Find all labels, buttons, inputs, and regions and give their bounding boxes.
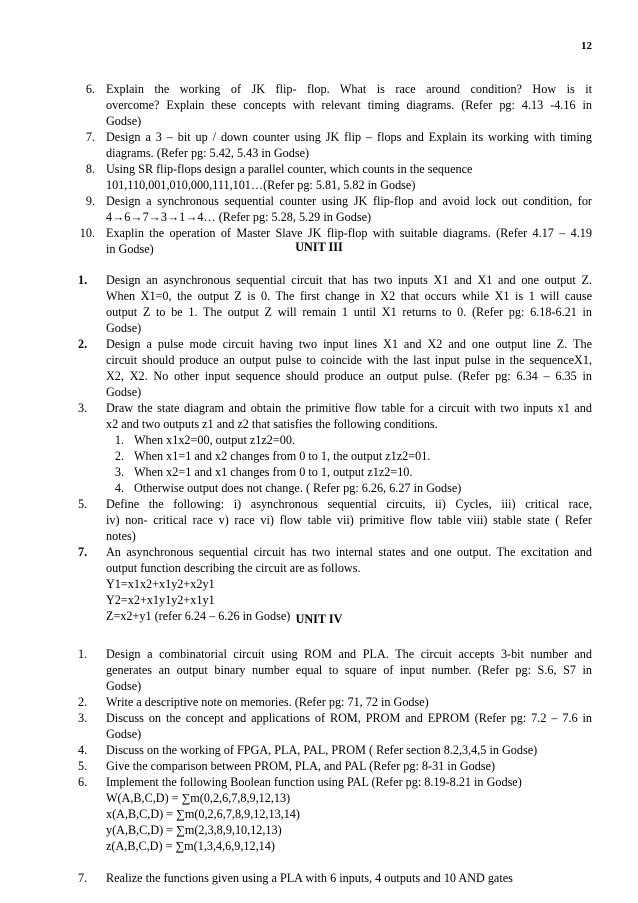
u3-q5-line: iv) non- critical race v) race vi) flow table vii) primitive flow table viii) stable state ( Refer <box>106 513 592 527</box>
q7-line: diagrams. (Refer pg: 5.42, 5.43 in Godse) <box>106 146 310 160</box>
u4-q6-number: 6. <box>78 775 88 789</box>
u3-q7-line: An asynchronous sequential circuit has two internal states and one output. The excitation and <box>106 545 592 559</box>
q6-line: Explain the working of JK flip- flop. What is race around condition? How is it <box>106 82 592 96</box>
q9-line: Design a synchronous sequential counter using JK flip-flop and avoid lock out condition, for <box>106 194 592 208</box>
u3-q1-number: 1. <box>78 273 88 287</box>
q9-line: 4→6→7→3→1→4… (Refer pg: 5.28, 5.29 in Godse) <box>106 210 372 224</box>
u3-q2-line: Godse) <box>106 385 142 399</box>
u4-q4-number: 4. <box>78 743 88 757</box>
u3-sub1-text: When x1x2=00, output z1z2=00. <box>134 433 295 447</box>
q8-number: 8. <box>85 162 95 176</box>
u4-q6-equation: z(A,B,C,D) = ∑m(1,3,4,6,9,12,14) <box>106 839 275 853</box>
u3-q2-line: circuit should produce an output pulse to coincide with the last input pulse in the sequenceX1, <box>106 353 592 367</box>
u3-q7-line: output function describing the circuit are as follows. <box>106 561 361 575</box>
u4-q2-number: 2. <box>78 695 88 709</box>
u4-q6-equation: W(A,B,C,D) = ∑m(0,2,6,7,8,9,12,13) <box>106 791 291 805</box>
q6-line: Godse) <box>106 114 142 128</box>
u4-q1-line: generates an output binary number equal to square of input number. (Refer pg: S.6, S7 in <box>106 663 592 677</box>
u3-q7-equation: Z=x2+y1 (refer 6.24 – 6.26 in Godse) <box>106 609 291 623</box>
u3-sub1-number: 1. <box>114 433 124 447</box>
u4-q7-line: Realize the functions given using a PLA with 6 inputs, 4 outputs and 10 AND gates <box>106 871 513 885</box>
u3-q7-number: 7. <box>78 545 88 559</box>
u4-q1-number: 1. <box>78 647 88 661</box>
u3-sub3-text: When x2=1 and x1 changes from 0 to 1, output z1z2=10. <box>134 465 413 479</box>
u4-q5-number: 5. <box>78 759 88 773</box>
q6-line: overcome? Explain these concepts with relevant timing diagrams. (Refer pg: 4.13 -4.16 in <box>106 98 592 112</box>
unit3-heading: UNIT III <box>295 240 343 254</box>
u4-q2-line: Write a descriptive note on memories. (Refer pg: 71, 72 in Godse) <box>106 695 429 709</box>
q8-line: Using SR flip-flops design a parallel counter, which counts in the sequence <box>106 162 473 176</box>
u4-q1-line: Design a combinatorial circuit using ROM and PLA. The circuit accepts 3-bit number and <box>106 647 592 661</box>
u4-q7-number: 7. <box>78 871 88 885</box>
u3-q1-line: output Z to be 1. The output Z will remain 1 until X1 returns to 0. (Refer pg: 6.18-6.21 in <box>106 305 592 319</box>
q10-line: Exaplin the operation of Master Slave JK flip-flop with suitable diagrams. (Refer 4.17 – 4.19 <box>106 226 592 240</box>
u3-q7-equation: Y1=x1x2+x1y2+x2y1 <box>106 577 215 591</box>
u4-q5-line: Give the comparison between PROM, PLA, and PAL (Refer pg: 8-31 in Godse) <box>106 759 496 773</box>
unit4-heading: UNIT IV <box>295 612 343 626</box>
u4-q4-line: Discuss on the working of FPGA, PLA, PAL, PROM ( Refer section 8.2,3,4,5 in Godse) <box>106 743 538 757</box>
q10-number: 10. <box>79 226 95 240</box>
u4-q3-number: 3. <box>78 711 88 725</box>
u4-q6-equation: y(A,B,C,D) = ∑m(2,3,8,9,10,12,13) <box>106 823 282 837</box>
u4-q1-line: Godse) <box>106 679 142 693</box>
q7-line: Design a 3 – bit up / down counter using JK flip – flops and Explain its working with timing <box>106 130 592 144</box>
u4-q6-equation: x(A,B,C,D) = ∑m(0,2,6,7,8,9,12,13,14) <box>106 807 300 821</box>
u4-q3-line: Discuss on the concept and applications of ROM, PROM and EPROM (Refer pg: 7.2 – 7.6 in <box>106 711 592 725</box>
u3-q5-number: 5. <box>78 497 88 511</box>
u4-q6-line: Implement the following Boolean function using PAL (Refer pg: 8.19-8.21 in Godse) <box>106 775 522 789</box>
u3-sub2-number: 2. <box>114 449 124 463</box>
u3-q1-line: Godse) <box>106 321 142 335</box>
u3-q1-line: When X1=0, the output Z is 0. The first change in X2 that occurs while X1 is 1 will cause <box>106 289 592 303</box>
u3-q3-line: Draw the state diagram and obtain the primitive flow table for a circuit with two inputs x1 and <box>106 401 592 415</box>
u3-q7-equation: Y2=x2+x1y1y2+x1y1 <box>106 593 215 607</box>
q9-number: 9. <box>85 194 95 208</box>
u3-q3-number: 3. <box>78 401 88 415</box>
u3-q2-line: Design a pulse mode circuit having two input lines X1 and X2 and one output line Z. The <box>106 337 592 351</box>
u3-q2-number: 2. <box>78 337 88 351</box>
u3-sub2-text: When x1=1 and x2 changes from 0 to 1, the output z1z2=01. <box>134 449 431 463</box>
u3-q3-line: x2 and two outputs z1 and z2 that satisfies the following conditions. <box>106 417 438 431</box>
q6-number: 6. <box>85 82 95 96</box>
q8-line: 101,110,001,010,000,111,101…(Refer pg: 5.81, 5.82 in Godse) <box>106 178 416 192</box>
u3-sub3-number: 3. <box>114 465 124 479</box>
q10-line: in Godse) <box>106 242 154 256</box>
q7-number: 7. <box>85 130 95 144</box>
u4-q3-line: Godse) <box>106 727 142 741</box>
u3-sub4-text: Otherwise output does not change. ( Refer pg: 6.26, 6.27 in Godse) <box>134 481 462 495</box>
u3-q5-line: Define the following: i) asynchronous sequential circuits, ii) Cycles, iii) critical race, <box>106 497 592 511</box>
u3-q1-line: Design an asynchronous sequential circuit that has two inputs X1 and X1 and one output Z. <box>106 273 592 287</box>
u3-q5-line: notes) <box>106 529 136 543</box>
page-number: 12 <box>581 40 592 52</box>
u3-q2-line: X2, X2. No other input sequence should produce an output pulse. (Refer pg: 6.34 – 6.35 in <box>106 369 592 383</box>
u3-sub4-number: 4. <box>114 481 124 495</box>
